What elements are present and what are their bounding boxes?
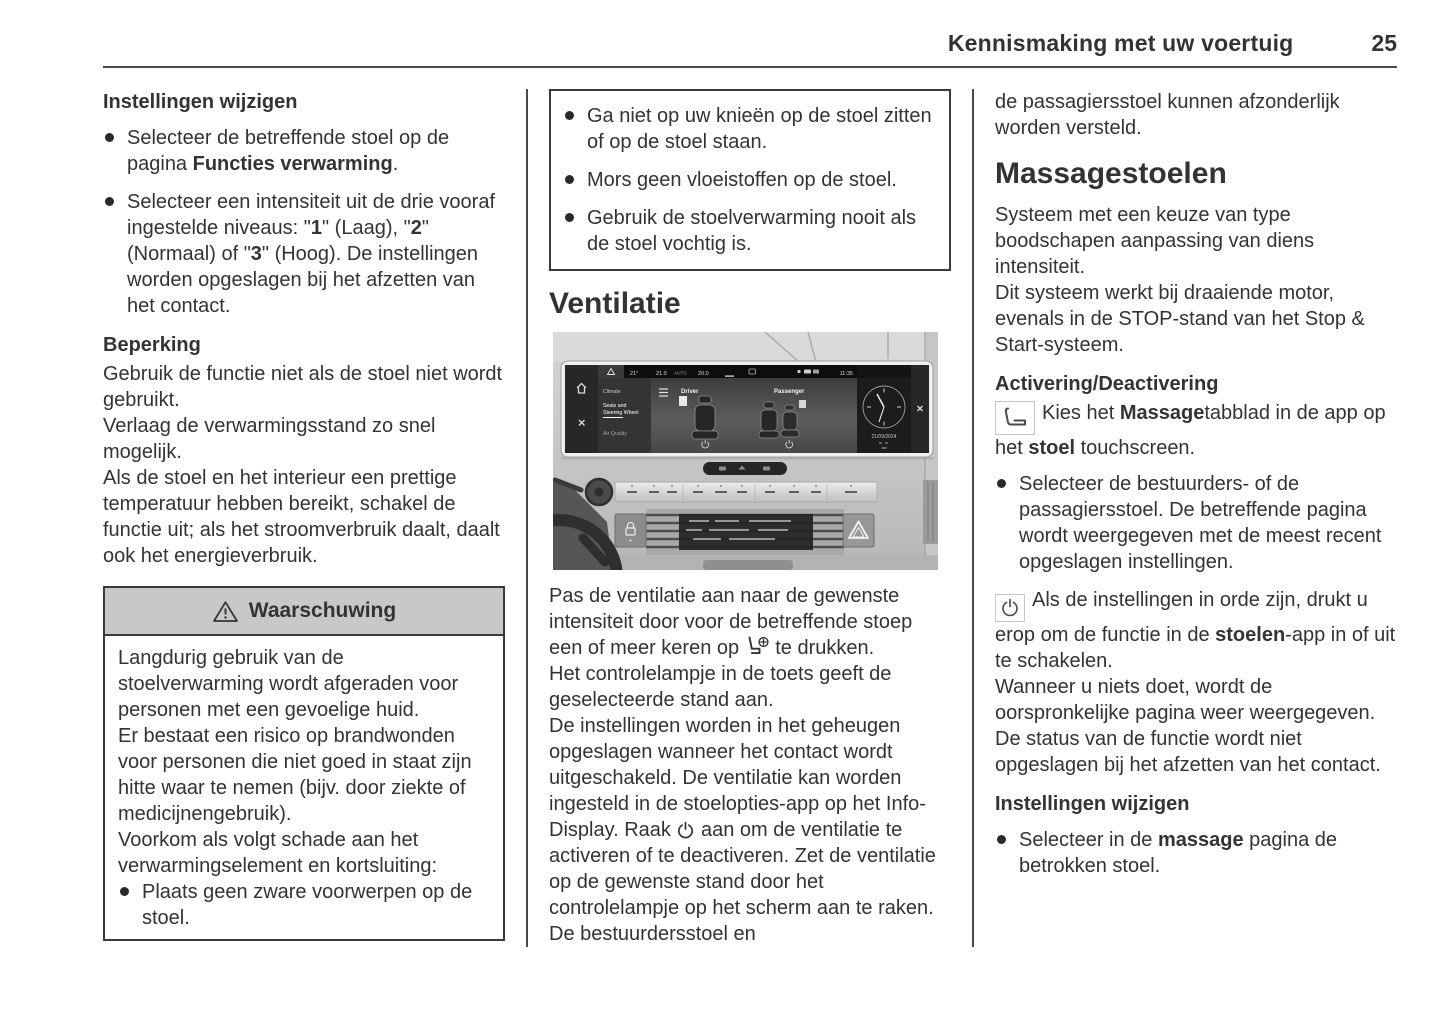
page-header [103,30,1397,68]
bullet-item [118,879,490,931]
column-2 [549,89,951,947]
text-run: De instellingen worden in het geheugen opgeslagen wanneer het contact wordt uitgeschakeld. De ventilatie kan worden ingesteld in de stoelopties-app op het Info-Display. Raak [549,715,926,841]
menu-item-climate[interactable]: Climate [603,389,621,395]
warning-header [105,588,503,636]
chapter-title: Kennismaking met uw voertuig [947,30,1294,56]
text-run: Ga niet op uw knieën op de stoel zitten of op de stoel staan. [587,105,932,153]
text-run: Selecteer in de [1019,829,1158,851]
paragraph [103,465,505,569]
side-air-vent [923,480,938,544]
bold-text-run: stoel [1028,437,1076,459]
bold-text-run: Massage [1119,402,1205,424]
clock-date: 21/09/2024 [871,434,897,440]
text-run: Dit systeem werkt bij draaiende motor, evenals in de STOP-stand van het Stop & Start-systeem. [995,282,1365,356]
bold-text-run: stoelen [1215,624,1286,646]
section-heading: Ventilatie [549,287,681,320]
sub-heading: Instellingen wijzigen [103,91,298,113]
battery-icon [804,370,811,374]
sub-heading: Instellingen wijzigen [995,793,1190,815]
paragraph [995,202,1397,280]
sub-heading: Activering/Deactivering [995,373,1219,395]
massage-seat-icon [995,401,1035,435]
text-run: . [392,153,399,175]
paragraph [103,413,505,465]
paragraph [995,280,1397,358]
dashboard-photo [553,332,938,570]
text-run: Selecteer de betreffende stoel op de pagina [127,127,450,175]
bullet-list [563,103,937,257]
text-run: Langdurig gebruik van de stoelverwarming wordt afgeraden voor personen met een gevoelige huid. [118,647,459,721]
paragraph [995,674,1397,726]
text-run: aan om de ventilatie te activeren of te deactiveren. Zet de ventilatie op de gewenste stand door het controlelampje op het scherm aan te raken. De bestuurdersstoel en [549,819,936,945]
text-run: Gebruik de functie niet als de stoel niet wordt gebruikt. [103,363,503,411]
warning-triangle-icon [212,600,239,623]
column-divider [526,89,528,947]
bold-text-run: massage [1157,829,1244,851]
paragraph [995,587,1397,674]
bullet-item [103,189,505,319]
driver-section-label: Driver [681,389,699,395]
bullet-list [995,471,1397,575]
paragraph [118,645,490,723]
bullet-list [995,827,1397,879]
text-run: Er bestaat een risico op brandwonden voor personen die niet goed in staat zijn hitte waar te nemen (bijv. door ziekte of medicijnengebruik). [118,725,472,825]
bullet-item [103,125,505,177]
sub-heading: Beperking [103,334,201,356]
text-run: " (Normaal) of " [127,217,429,265]
paragraph [995,400,1397,461]
dashboard-illustration [553,332,938,570]
analog-clock [863,386,905,428]
text-run: Mors geen vloeistoffen op de stoel. [587,169,897,191]
paragraph [995,89,1397,141]
paragraph [103,361,505,413]
warning-title: Waarschuwing [248,599,397,622]
paragraph [549,661,951,713]
passenger-section-label: Passenger [774,389,805,395]
column-divider [972,89,974,947]
menu-item-seats-line1[interactable]: Seats and [603,403,627,409]
text-run: -app in of uit te schakelen. [995,624,1396,672]
paragraph [118,827,490,879]
bullet-item [995,827,1397,879]
text-run: Pas de ventilatie aan naar de gewenste intensiteit door voor de betreffende stoep een of meer keren op [549,585,913,659]
passenger-temperature: 20.0 [698,370,709,377]
bold-text-run: 2 [410,217,422,239]
menu-item-air-quality[interactable]: Air Quality [603,431,627,437]
seat-fan-icon [745,636,770,658]
bold-text-run: 1 [310,217,323,239]
bluetooth-icon [797,370,800,373]
paragraph [118,723,490,827]
warning-body [105,636,503,939]
column-3 [995,89,1397,947]
bullet-item [995,471,1397,575]
text-run: Kies het [1042,402,1120,424]
text-run: De status van de functie wordt niet opgeslagen bij het afzetten van het contact. [995,728,1381,776]
text-run: pagina de betrokken stoel. [1019,829,1338,877]
page-number: 25 [1371,30,1397,56]
section-heading: Massagestoelen [995,157,1227,190]
bold-text-run: 3 [250,243,262,265]
text-run: tabblad in de app op het [995,402,1386,459]
seat-level-badge [679,396,687,406]
text-run: Als de instellingen in orde zijn, drukt u erop om de functie in de [995,589,1368,646]
bullet-list [103,125,505,319]
paragraph [549,583,951,661]
text-run: Plaats geen zware voorwerpen op de stoel. [142,881,473,929]
bullet-item [563,167,937,193]
warning-box [103,586,505,941]
driver-temperature: 21.0 [656,370,667,377]
text-run: Voorkom als volgt schade aan het verwarmingselement en kortsluiting: [118,829,438,877]
text-run: de passagiersstoel kunnen afzonderlijk worden versteld. [995,91,1340,139]
power-icon [676,821,695,840]
power-boxed-icon [995,594,1025,622]
text-run: Wanneer u niets doet, wordt de oorspronkelijke pagina weer weergegeven. [995,676,1376,724]
seat-level-badge [799,400,806,408]
climate-mode: AUTO [674,370,687,376]
text-run: Selecteer een intensiteit uit de drie vooraf ingestelde niveaus: " [127,191,495,239]
outside-temperature: 21° [630,370,639,377]
bullet-list [118,879,490,931]
hazard-lights-button[interactable] [843,514,874,547]
central-locking-button[interactable] [615,514,646,547]
paragraph [995,726,1397,778]
clock-time: 11:35 [839,370,853,377]
text-run: " (Laag), " [322,217,411,239]
text-run: Systeem met een keuze van type boodschapen aanpassing van diens intensiteit. [995,204,1315,278]
bullet-item [563,103,937,155]
warning-continuation-box [549,89,951,271]
text-run: Gebruik de stoelverwarming nooit als de stoel vochtig is. [587,207,917,255]
text-run: " (Hoog). De instellingen worden opgeslagen bij het afzetten van het contact. [127,243,479,317]
text-run: Selecteer de bestuurders- of de passagiersstoel. De betreffende pagina wordt weergegeven met de meest recent opgeslagen instellingen. [1019,473,1382,573]
bullet-item [563,205,937,257]
text-run: Het controlelampje in de toets geeft de geselecteerde stand aan. [549,663,892,711]
content-columns [103,68,1397,947]
column-1 [103,89,505,947]
signal-icon [813,370,819,374]
text-run: Als de stoel en het interieur een prettige temperatuur hebben bereikt, schakel de functie uit; als het stroomverbruik daalt, daalt ook het energieverbruik. [103,467,500,567]
text-run: te drukken. [769,637,875,659]
menu-item-seats-line2[interactable]: Steering Wheel [603,410,639,416]
paragraph [549,713,951,947]
bold-text-run: Functies verwarming [192,153,393,175]
text-run: touchscreen. [1075,437,1196,459]
text-run: Verlaag de verwarmingsstand zo snel mogelijk. [103,415,436,463]
shortcut-button-bar[interactable] [703,462,787,475]
